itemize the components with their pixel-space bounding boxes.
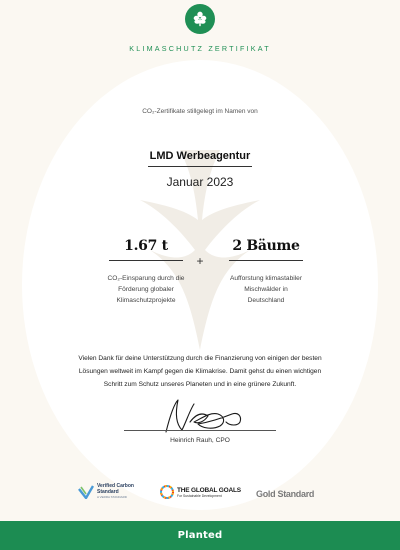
certificate-intro: CO₂-Zertifikate stillgelegt im Namen von <box>142 108 258 115</box>
thanks-line: Schritt zum Schutz unseres Planeten und in eine grünere Zukunft. <box>103 381 297 388</box>
thanks-line: Lösungen weltweit im Kampf gegen die Klimakrise. Damit gehst du einen wichtigen <box>78 368 322 375</box>
vcs-check-icon <box>78 485 94 499</box>
footer-bar <box>0 521 400 550</box>
trees-stat-underline <box>229 260 303 261</box>
global-goals-subtitle: For Sustainable Development <box>177 493 222 498</box>
co2-stat <box>86 238 206 306</box>
trees-stat-value: 2 Bäume <box>232 238 300 254</box>
vcs-line2: Standard <box>97 488 119 495</box>
global-goals-logo <box>160 485 241 499</box>
trees-desc-line: Mischwälder in <box>244 286 288 293</box>
certificate-date: Januar 2023 <box>166 175 234 189</box>
signature-line <box>124 430 276 431</box>
co2-stat-value: 1.67 t <box>124 238 168 254</box>
thank-you-message <box>50 352 350 391</box>
verified-carbon-standard-logo <box>78 484 134 501</box>
trees-desc-line: Aufforstung klimastabiler <box>229 275 303 282</box>
vcs-line3: A VERRA STANDARD <box>97 495 127 500</box>
footer-brand-logo: Planted <box>177 530 223 541</box>
trees-stat <box>206 238 326 306</box>
co2-desc-line: Förderung globaler <box>118 286 174 293</box>
thanks-line: Vielen Dank für deine Unterstützung durch die Finanzierung von einigen der besten <box>78 355 322 362</box>
signer-name: Heinrich Rauh, CPO <box>170 437 230 444</box>
co2-desc-line: Klimaschutzprojekte <box>116 297 176 304</box>
company-name: LMD Werbeagentur <box>149 150 251 162</box>
tree-icon <box>191 10 209 28</box>
certificate-kicker: KLIMASCHUTZ ZERTIFIKAT <box>129 44 271 53</box>
partner-logos <box>0 484 400 508</box>
plus-connector: + <box>196 254 204 268</box>
gold-standard-logo: Gold Standard <box>256 489 315 499</box>
vcs-line1: Verified Carbon <box>97 483 134 489</box>
brand-logo-badge <box>185 4 215 34</box>
co2-stat-description <box>86 273 206 306</box>
company-underline <box>148 166 252 167</box>
trees-desc-line: Deutschland <box>247 297 285 304</box>
global-goals-title: THE GLOBAL GOALS <box>177 486 241 494</box>
trees-stat-description <box>206 273 326 306</box>
co2-stat-underline <box>109 260 183 261</box>
global-goals-wheel-icon <box>160 485 174 499</box>
co2-desc-line: CO₂-Einsparung durch die <box>107 275 185 282</box>
